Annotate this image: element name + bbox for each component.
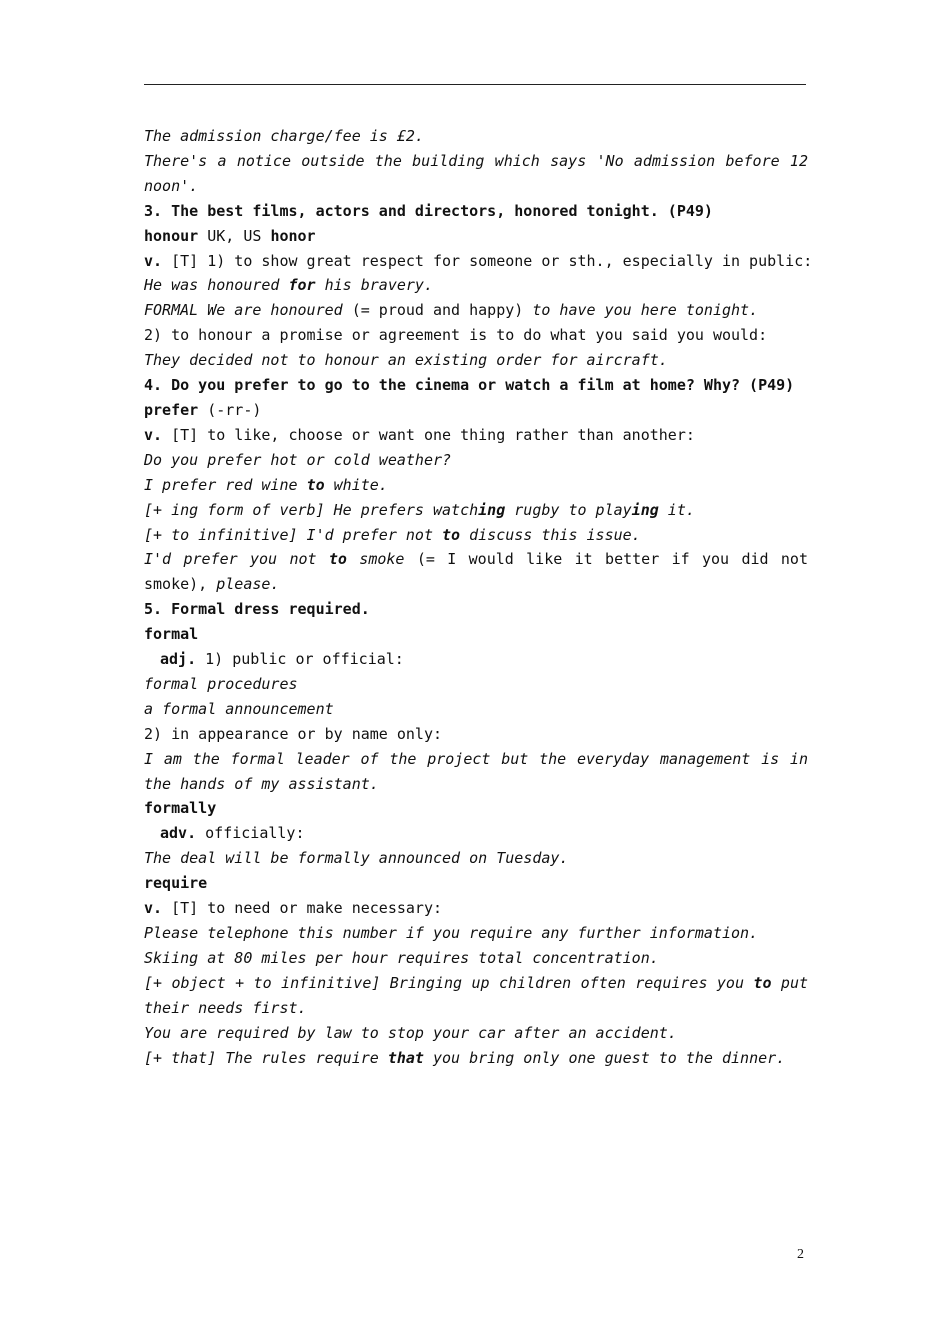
part-of-speech: adv. [160,824,197,843]
example-sentence [144,473,808,498]
example-sentence: Do you prefer hot or cold weather? [144,450,452,469]
definition-text: [T] to like, choose or want one thing rather than another: [162,425,695,444]
example-text: [+ object + to infinitive] Bringing up children often requires you [144,973,754,992]
definition: 2) in appearance or by name only: [144,724,443,743]
example-sentence: I am the formal leader of the project but the everyday management is in the hands of my assistant. [144,749,808,793]
highlighted-word: ing [631,500,659,519]
example-sentence: Skiing at 80 miles per hour requires total concentration. [144,948,659,967]
example-sentence: The admission charge/fee is £2. [144,127,424,145]
definition-text: [T] 1) to show great respect for someone or sth., especially in public: [162,251,813,270]
example-sentence [144,273,808,298]
inflection-note: (-rr-) [198,400,262,419]
part-of-speech: v. [144,425,163,444]
example-text: I prefer red wine [144,475,307,494]
example-text: please. [216,575,280,594]
example-sentence: There's a notice outside the building which says 'No admission before 12 noon'. [144,151,808,195]
example-sentence [144,523,808,548]
example-text: rugby to play [505,500,632,519]
section-heading: 5. Formal dress required. [144,600,370,619]
gloss: (= I would like it better if you did not smoke), [144,550,808,594]
example-text: [+ that] The rules require [144,1048,388,1067]
definition [144,249,813,274]
example-text: his bravery. [315,276,433,295]
page-body [144,124,813,1070]
headword: prefer [144,400,199,419]
example-sentence: a formal announcement [144,699,334,718]
definition-text: officially: [196,824,305,843]
definition-text: 1) public or official: [196,650,404,669]
example-sentence: formal procedures [144,674,298,693]
example-text: smoke [346,550,405,569]
headword: honour [144,226,199,245]
part-of-speech: v. [144,899,163,918]
definition: 2) to honour a promise or agreement is to do what you said you would: [144,326,768,345]
highlighted-word: to [753,973,772,992]
headword: formal [144,625,199,644]
section-heading: 3. The best films, actors and directors, honored tonight. (P49) [144,201,713,220]
example-text: white. [324,475,388,494]
example-text: [+ to infinitive] I'd prefer not [144,525,443,544]
example-text: discuss this issue. [460,525,641,544]
example-text: you bring only one guest to the dinner. [423,1048,786,1067]
gloss: (= proud and happy) [342,301,533,320]
example-text: [+ ing form of verb] He prefers watch [144,500,479,519]
header-rule [144,84,806,85]
example-sentence [144,971,808,1021]
highlighted-word: that [387,1048,424,1067]
example-sentence [144,547,808,597]
highlighted-word: ing [478,500,506,519]
page-number: 2 [797,1247,804,1262]
example-text: FORMAL We are honoured [144,301,343,320]
variant-note: UK, US [198,226,271,245]
definition [144,647,808,672]
example-text: to have you here tonight. [532,301,759,320]
example-sentence: They decided not to honour an existing order for aircraft. [144,351,668,370]
example-text: put their needs first. [144,973,809,1017]
example-sentence: The deal will be formally announced on Tuesday. [144,849,569,868]
definition-text: [T] to need or make necessary: [162,899,443,918]
headword: require [144,874,208,893]
highlighted-word: to [442,525,461,544]
highlighted-word: to [306,475,325,494]
highlighted-word: for [288,276,316,295]
highlighted-word: to [328,550,347,569]
example-sentence [144,298,808,323]
example-sentence: You are required by law to stop your car after an accident. [144,1023,677,1042]
definition [144,896,808,921]
example-text: He was honoured [144,276,289,295]
headword-line [144,398,808,423]
example-text: I'd prefer you not [144,550,329,569]
part-of-speech: v. [144,251,163,270]
section-heading: 4. Do you prefer to go to the cinema or watch a film at home? Why? (P49) [144,376,795,395]
example-sentence [144,498,808,523]
definition [144,821,808,846]
headword-variant: honor [270,226,316,245]
definition [144,423,808,448]
headword-line [144,224,808,249]
example-sentence: Please telephone this number if you require any further information. [144,924,759,942]
example-sentence [144,1046,808,1071]
example-text: it. [658,500,695,519]
headword: formally [144,799,217,818]
part-of-speech: adj. [160,650,197,669]
